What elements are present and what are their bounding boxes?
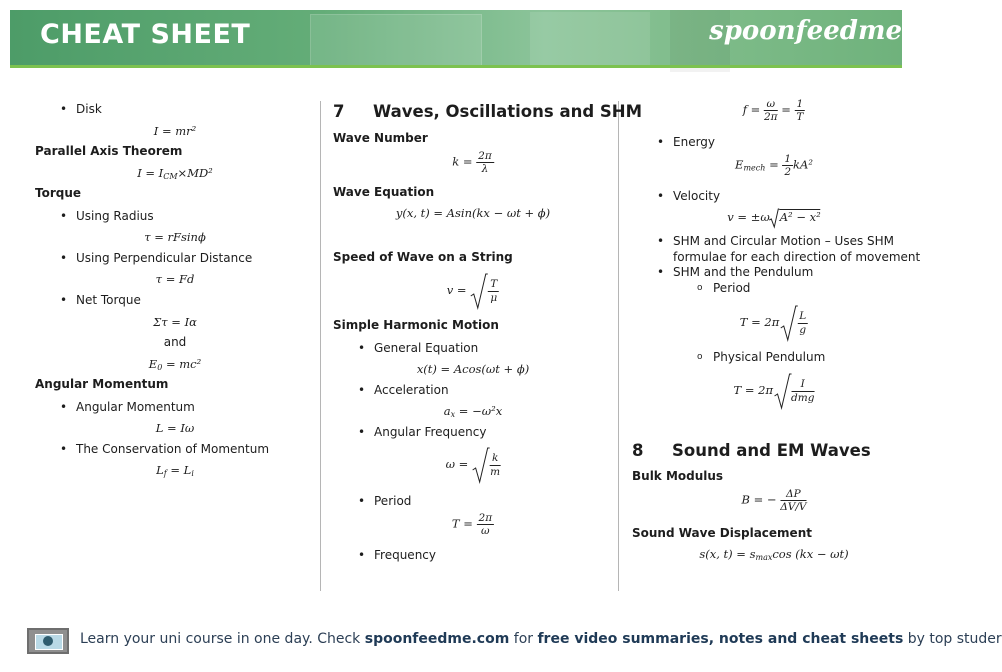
list-item: • Angular Momentum: [60, 400, 195, 414]
heading: Torque: [35, 186, 82, 200]
list-item: • Using Radius: [60, 209, 154, 223]
formula: B = − $\frac{\Delta P}{\Delta V/V}$: [741, 488, 807, 514]
formula: T = 2π $\frac{L}{g}$: [740, 304, 808, 342]
list-item: • Frequency: [358, 548, 436, 562]
heading: Speed of Wave on a String: [333, 250, 513, 264]
heading: Wave Number: [333, 131, 428, 145]
banner-book-decoration: [530, 12, 650, 72]
formula: $I = I_{CM}\times MD^2$: [137, 166, 213, 181]
footer-banner: [27, 628, 1002, 658]
list-item: • Net Torque: [60, 293, 141, 307]
list-text: formulae for each direction of movement: [673, 250, 921, 264]
heading: Angular Momentum: [35, 377, 169, 391]
list-item: • The Conservation of Momentum: [60, 442, 270, 456]
formula: k = $\frac{2\pi}{\lambda}$: [452, 150, 492, 176]
formula: $E_0 = mc^2$: [148, 357, 202, 372]
sqrt-symbol: [770, 208, 780, 228]
section-heading: 7 Waves, Oscillations and SHM: [333, 102, 642, 121]
heading: Simple Harmonic Motion: [333, 318, 499, 332]
site-link[interactable]: spoonfeedme.com: [364, 631, 510, 647]
heading: Bulk Modulus: [632, 469, 724, 483]
list-item: • SHM and Circular Motion – Uses SHM: [657, 234, 895, 248]
formula: Στ = Iα: [153, 315, 197, 329]
formula: T = 2π $\frac{I}{\text{dmg}}$: [734, 372, 815, 410]
list-item: • SHM and the Pendulum: [657, 265, 814, 279]
list-item: • Energy: [657, 135, 716, 149]
formula: v = $\frac{T}{\mu}$: [447, 272, 499, 310]
formula: x(t) = Acos(ωt + ϕ): [416, 362, 530, 376]
header-banner: [10, 10, 902, 65]
column-divider: [320, 101, 321, 591]
formula: I = mr²: [153, 124, 197, 138]
sqrt-symbol: [472, 446, 490, 484]
section-heading: 8 Sound and EM Waves: [632, 441, 871, 460]
formula: $a_x = -\omega^2x$: [443, 404, 503, 419]
list-item: • Velocity: [657, 189, 721, 203]
header-underline: [10, 65, 902, 68]
list-item: • Period: [358, 494, 412, 508]
formula: $L_f = L_i$: [156, 463, 194, 478]
sqrt-symbol: [470, 272, 488, 310]
formula: v = ±ω A² − x²: [727, 208, 820, 228]
page-title: CHEAT SHEET: [40, 19, 251, 50]
formula: τ = Fd: [155, 272, 195, 286]
list-item: • Disk: [60, 102, 102, 116]
formula: τ = rFsinϕ: [144, 230, 206, 244]
heading: Wave Equation: [333, 185, 435, 199]
sqrt-symbol: [779, 304, 797, 342]
list-item: • General Equation: [358, 341, 479, 355]
formula: ω = $\frac{k}{m}$: [446, 446, 501, 484]
list-item: • Acceleration: [358, 383, 449, 397]
column-divider: [618, 101, 619, 591]
formula: s(x, $t) = s_{max}\cos$ (kx − ωt): [699, 547, 849, 562]
formula: T = $\frac{2\pi}{\omega}$: [451, 512, 493, 538]
heading: Parallel Axis Theorem: [35, 144, 183, 158]
connector-text: and: [163, 335, 187, 349]
brand-logo[interactable]: spoonfeedme: [709, 16, 902, 46]
list-item: • Angular Frequency: [358, 425, 487, 439]
video-play-icon[interactable]: [27, 628, 69, 654]
sub-list-item: o Period: [697, 281, 751, 295]
sqrt-symbol: [773, 372, 791, 410]
formula: f = $\frac{\omega}{2\pi}$ = $\frac{1}{T}$: [742, 98, 804, 124]
heading: Sound Wave Displacement: [632, 526, 812, 540]
list-item: • Using Perpendicular Distance: [60, 251, 253, 265]
formula: L = Iω: [155, 421, 195, 435]
formula: $E_{mech}$ = $\frac{1}{2}$ kA²: [735, 153, 813, 179]
footer-text: Learn your uni course in one day. Check spoonfeedme.com for free video summaries, notes and cheat sheets by top studer: [80, 631, 1002, 647]
sub-list-item: o Physical Pendulum: [697, 350, 826, 364]
formula: y(x, t) = Asin(kx − ωt + ϕ): [395, 206, 551, 220]
